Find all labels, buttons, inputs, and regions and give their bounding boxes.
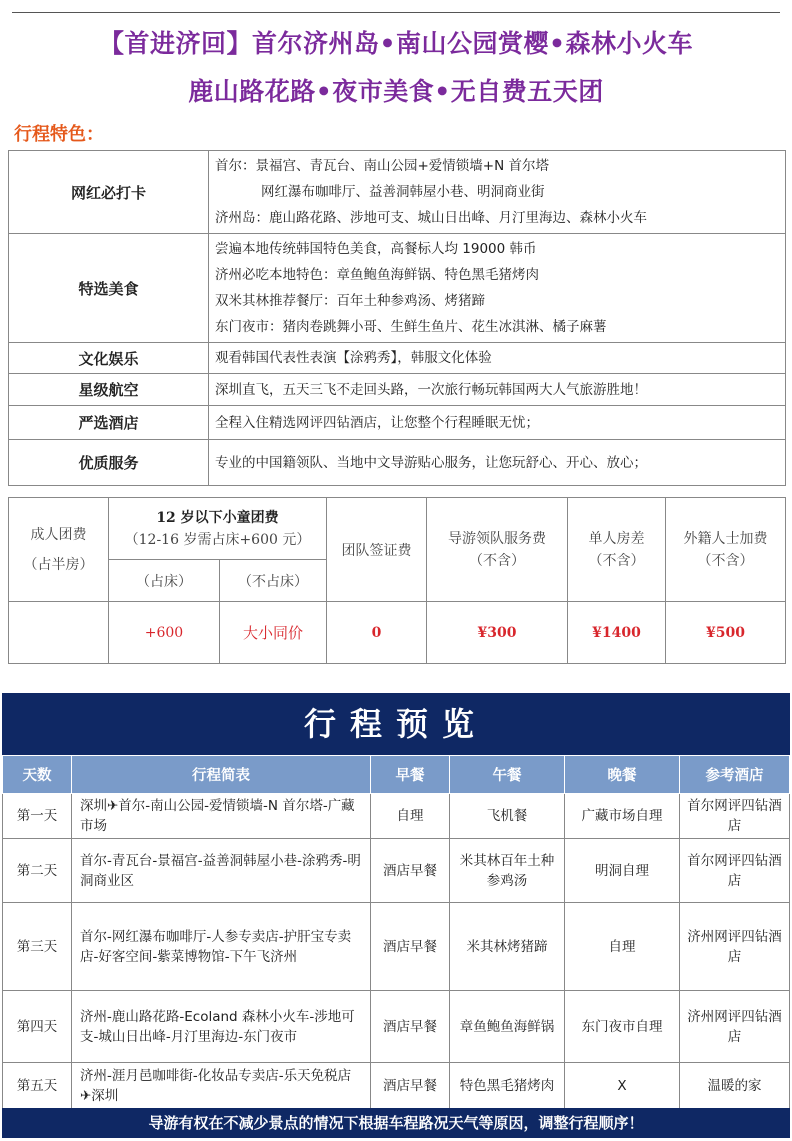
child-nobed-value: 大小同价 <box>220 602 327 664</box>
feature-key: 网红必打卡 <box>9 151 209 234</box>
route-cell: 济州-涯月邑咖啡街-化妆品专卖店-乐天免税店✈深圳 <box>72 1063 371 1109</box>
single-room-value: ¥1400 <box>568 602 666 664</box>
feature-line: 东门夜市：猪肉卷跳舞小哥、生鲜生鱼片、花生冰淇淋、橘子麻薯 <box>215 319 607 335</box>
feature-row <box>9 343 786 374</box>
breakfast-cell: 酒店早餐 <box>371 1063 450 1109</box>
hotel-cell: 首尔网评四钻酒店 <box>680 839 790 903</box>
feature-line: 观看韩国代表性表演【涂鸦秀】，韩服文化体验 <box>209 343 786 374</box>
col-header: 早餐 <box>371 756 450 794</box>
breakfast-cell: 酒店早餐 <box>371 903 450 991</box>
route-cell: 深圳✈首尔-南山公园-爱情锁墙-N 首尔塔-广藏市场 <box>72 794 371 839</box>
feature-line: 尝遍本地传统韩国特色美食，高餐标人均 19000 韩币 <box>215 241 537 257</box>
day-cell: 第五天 <box>3 1063 72 1109</box>
lunch-cell: 特色黑毛猪烤肉 <box>450 1063 565 1109</box>
itinerary-banner: 行程预览 <box>2 693 790 755</box>
hotel-cell: 济州网评四钻酒店 <box>680 903 790 991</box>
child-nobed-header: （不占床） <box>220 560 327 602</box>
dinner-cell: 东门夜市自理 <box>565 991 680 1063</box>
hotel-cell: 济州网评四钻酒店 <box>680 991 790 1063</box>
feature-row <box>9 151 786 234</box>
breakfast-cell: 自理 <box>371 794 450 839</box>
visa-fee-value: 0 <box>327 602 427 664</box>
route-cell: 首尔-青瓦台-景福宫-益善洞韩屋小巷-涂鸦秀-明洞商业区 <box>72 839 371 903</box>
dinner-cell: 明洞自理 <box>565 839 680 903</box>
table-row <box>3 903 790 991</box>
day-cell: 第二天 <box>3 839 72 903</box>
lunch-cell: 米其林烤猪蹄 <box>450 903 565 991</box>
page-title-line1: 【首进济回】首尔济州岛•南山公园赏樱•森林小火车 <box>99 29 693 58</box>
feature-row <box>9 406 786 440</box>
feature-line: 全程入住精选网评四钻酒店，让您整个行程睡眠无忧； <box>209 406 786 440</box>
feature-row <box>9 234 786 343</box>
child-fee-header: 12 岁以下小童团费 （12-16 岁需占床+600 元） <box>109 498 327 560</box>
breakfast-cell: 酒店早餐 <box>371 991 450 1063</box>
route-cell: 济州-鹿山路花路-Ecoland 森林小火车-涉地可支-城山日出峰-月汀里海边-东门夜市 <box>72 991 371 1063</box>
table-row <box>3 1063 790 1109</box>
dinner-cell: 广藏市场自理 <box>565 794 680 839</box>
feature-line: 专业的中国籍领队、当地中文导游贴心服务，让您玩舒心、开心、放心； <box>209 440 786 486</box>
feature-key: 特选美食 <box>9 234 209 343</box>
hotel-cell: 首尔网评四钻酒店 <box>680 794 790 839</box>
feature-row <box>9 440 786 486</box>
page-title-line2: 鹿山路花路•夜市美食•无自费五天团 <box>188 77 604 106</box>
single-room-header: 单人房差 （不含） <box>568 498 666 602</box>
table-row <box>3 991 790 1063</box>
features-table <box>8 150 786 486</box>
feature-key: 严选酒店 <box>9 406 209 440</box>
itinerary-table <box>2 755 790 1109</box>
table-row <box>3 839 790 903</box>
footer-note: 导游有权在不减少景点的情况下根据车程路况天气等原因，调整行程顺序！ <box>2 1108 790 1138</box>
breakfast-cell: 酒店早餐 <box>371 839 450 903</box>
top-divider <box>12 12 780 13</box>
col-header: 晚餐 <box>565 756 680 794</box>
hotel-cell: 温暖的家 <box>680 1063 790 1109</box>
lunch-cell: 章鱼鲍鱼海鲜锅 <box>450 991 565 1063</box>
day-cell: 第三天 <box>3 903 72 991</box>
feature-line: 济州岛：鹿山路花路、涉地可支、城山日出峰、月汀里海边、森林小火车 <box>215 210 647 226</box>
visa-fee-header: 团队签证费 <box>327 498 427 602</box>
feature-line: 网红瀑布咖啡厅、益善洞韩屋小巷、明洞商业街 <box>261 184 545 200</box>
col-header: 参考酒店 <box>680 756 790 794</box>
fee-table <box>8 497 786 664</box>
guide-fee-header: 导游领队服务费 （不含） <box>427 498 568 602</box>
child-bed-header: （占床） <box>109 560 220 602</box>
route-cell: 首尔-网红瀑布咖啡厅-人参专卖店-护肝宝专卖店-好客空间-紫菜博物馆-下午飞济州 <box>72 903 371 991</box>
lunch-cell: 飞机餐 <box>450 794 565 839</box>
foreign-fee-value: ¥500 <box>666 602 786 664</box>
feature-key: 星级航空 <box>9 374 209 406</box>
day-cell: 第四天 <box>3 991 72 1063</box>
day-cell: 第一天 <box>3 794 72 839</box>
dinner-cell: 自理 <box>565 903 680 991</box>
foreign-fee-header: 外籍人士加费 （不含） <box>666 498 786 602</box>
feature-key: 优质服务 <box>9 440 209 486</box>
child-bed-value: +600 <box>109 602 220 664</box>
col-header: 午餐 <box>450 756 565 794</box>
feature-row <box>9 374 786 406</box>
lunch-cell: 米其林百年土种参鸡汤 <box>450 839 565 903</box>
col-header: 行程简表 <box>72 756 371 794</box>
adult-fee-header: 成人团费 （占半房） <box>9 498 109 602</box>
feature-key: 文化娱乐 <box>9 343 209 374</box>
feature-line: 济州必吃本地特色：章鱼鲍鱼海鲜锅、特色黑毛猪烤肉 <box>215 267 539 283</box>
col-header: 天数 <box>3 756 72 794</box>
features-label: 行程特色： <box>14 124 104 145</box>
feature-line: 双米其林推荐餐厅：百年土种参鸡汤、烤猪蹄 <box>215 293 485 309</box>
table-row <box>3 794 790 839</box>
guide-fee-value: ¥300 <box>427 602 568 664</box>
adult-fee-value <box>9 602 109 664</box>
feature-line: 首尔：景福宫、青瓦台、南山公园+爱情锁墙+N 首尔塔 <box>215 158 550 174</box>
dinner-cell: X <box>565 1063 680 1109</box>
feature-line: 深圳直飞，五天三飞不走回头路，一次旅行畅玩韩国两大人气旅游胜地！ <box>209 374 786 406</box>
